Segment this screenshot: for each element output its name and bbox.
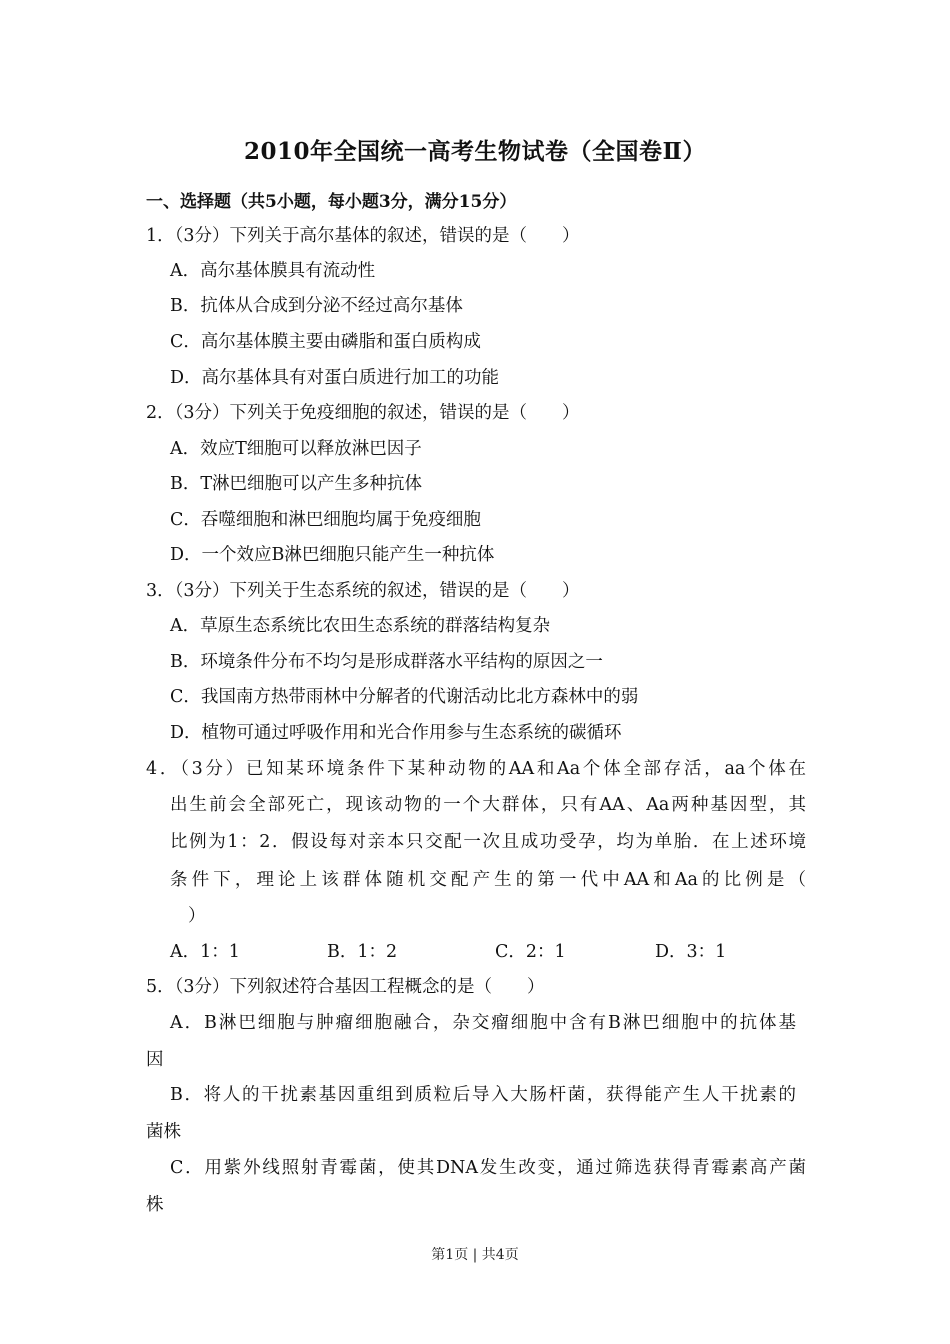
question-4-option-d: D．3：1 [655,942,727,962]
question-3-option-a: A．草原生态系统比农田生态系统的群落结构复杂 [170,616,551,636]
question-4-stem-line-2: 出生前会全部死亡，现该动物的一个大群体，只有AA、Aa两种基因型，其 [170,795,806,815]
question-5-option-c-line-2: 株 [146,1195,164,1215]
question-5-stem: 5．（3分）下列叙述符合基因工程概念的是（ ） [146,977,545,997]
question-4-option-c: C．2：1 [495,942,566,962]
question-3-stem: 3．（3分）下列关于生态系统的叙述，错误的是（ ） [146,581,580,601]
question-5-option-c-line-1: C．用紫外线照射青霉菌，使其DNA发生改变，通过筛选获得青霉素高产菌 [170,1158,806,1178]
question-5-option-a-line-2: 因 [146,1050,164,1070]
question-3-option-d: D．植物可通过呼吸作用和光合作用参与生态系统的碳循环 [170,723,622,743]
question-3-option-b: B．环境条件分布不均匀是形成群落水平结构的原因之一 [170,652,603,672]
question-5-option-a-line-1: A．B淋巴细胞与肿瘤细胞融合，杂交瘤细胞中含有B淋巴细胞中的抗体基 [170,1013,796,1033]
question-1-option-a: A．高尔基体膜具有流动性 [170,261,376,281]
question-2-stem: 2．（3分）下列关于免疫细胞的叙述，错误的是（ ） [146,403,580,423]
question-4-stem-line-5: ） [188,906,206,926]
question-5-option-b-line-2: 菌株 [146,1122,181,1142]
question-1-option-b: B．抗体从合成到分泌不经过高尔基体 [170,296,463,316]
question-4-stem-line-4: 条件下，理论上该群体随机交配产生的第一代中AA和Aa的比例是（ [170,870,806,890]
question-2-option-c: C．吞噬细胞和淋巴细胞均属于免疫细胞 [170,510,481,530]
question-3-option-c: C．我国南方热带雨林中分解者的代谢活动比北方森林中的弱 [170,687,639,707]
question-1-stem: 1．（3分）下列关于高尔基体的叙述，错误的是（ ） [146,226,580,246]
question-5-option-b-line-1: B．将人的干扰素基因重组到质粒后导入大肠杆菌，获得能产生人干扰素的 [170,1085,796,1105]
question-4-option-b: B．1：2 [327,942,398,962]
question-4-option-a: A．1：1 [170,942,240,962]
page-title: 2010年全国统一高考生物试卷（全国卷Ⅱ） [244,138,706,165]
question-1-option-d: D．高尔基体具有对蛋白质进行加工的功能 [170,368,500,388]
section-heading: 一、选择题（共5小题，每小题3分，满分15分） [146,192,517,212]
page-footer: 第1页 | 共4页 [431,1247,519,1263]
question-4-stem-line-1: 4．（3分）已知某环境条件下某种动物的AA和Aa个体全部存活，aa个体在 [146,759,806,779]
question-4-stem-line-3: 比例为1：2．假设每对亲本只交配一次且成功受孕，均为单胎．在上述环境 [170,832,806,852]
question-2-option-a: A．效应T细胞可以释放淋巴因子 [170,439,422,459]
question-2-option-b: B．T淋巴细胞可以产生多种抗体 [170,474,423,494]
question-1-option-c: C．高尔基体膜主要由磷脂和蛋白质构成 [170,332,481,352]
question-2-option-d: D．一个效应B淋巴细胞只能产生一种抗体 [170,545,495,565]
